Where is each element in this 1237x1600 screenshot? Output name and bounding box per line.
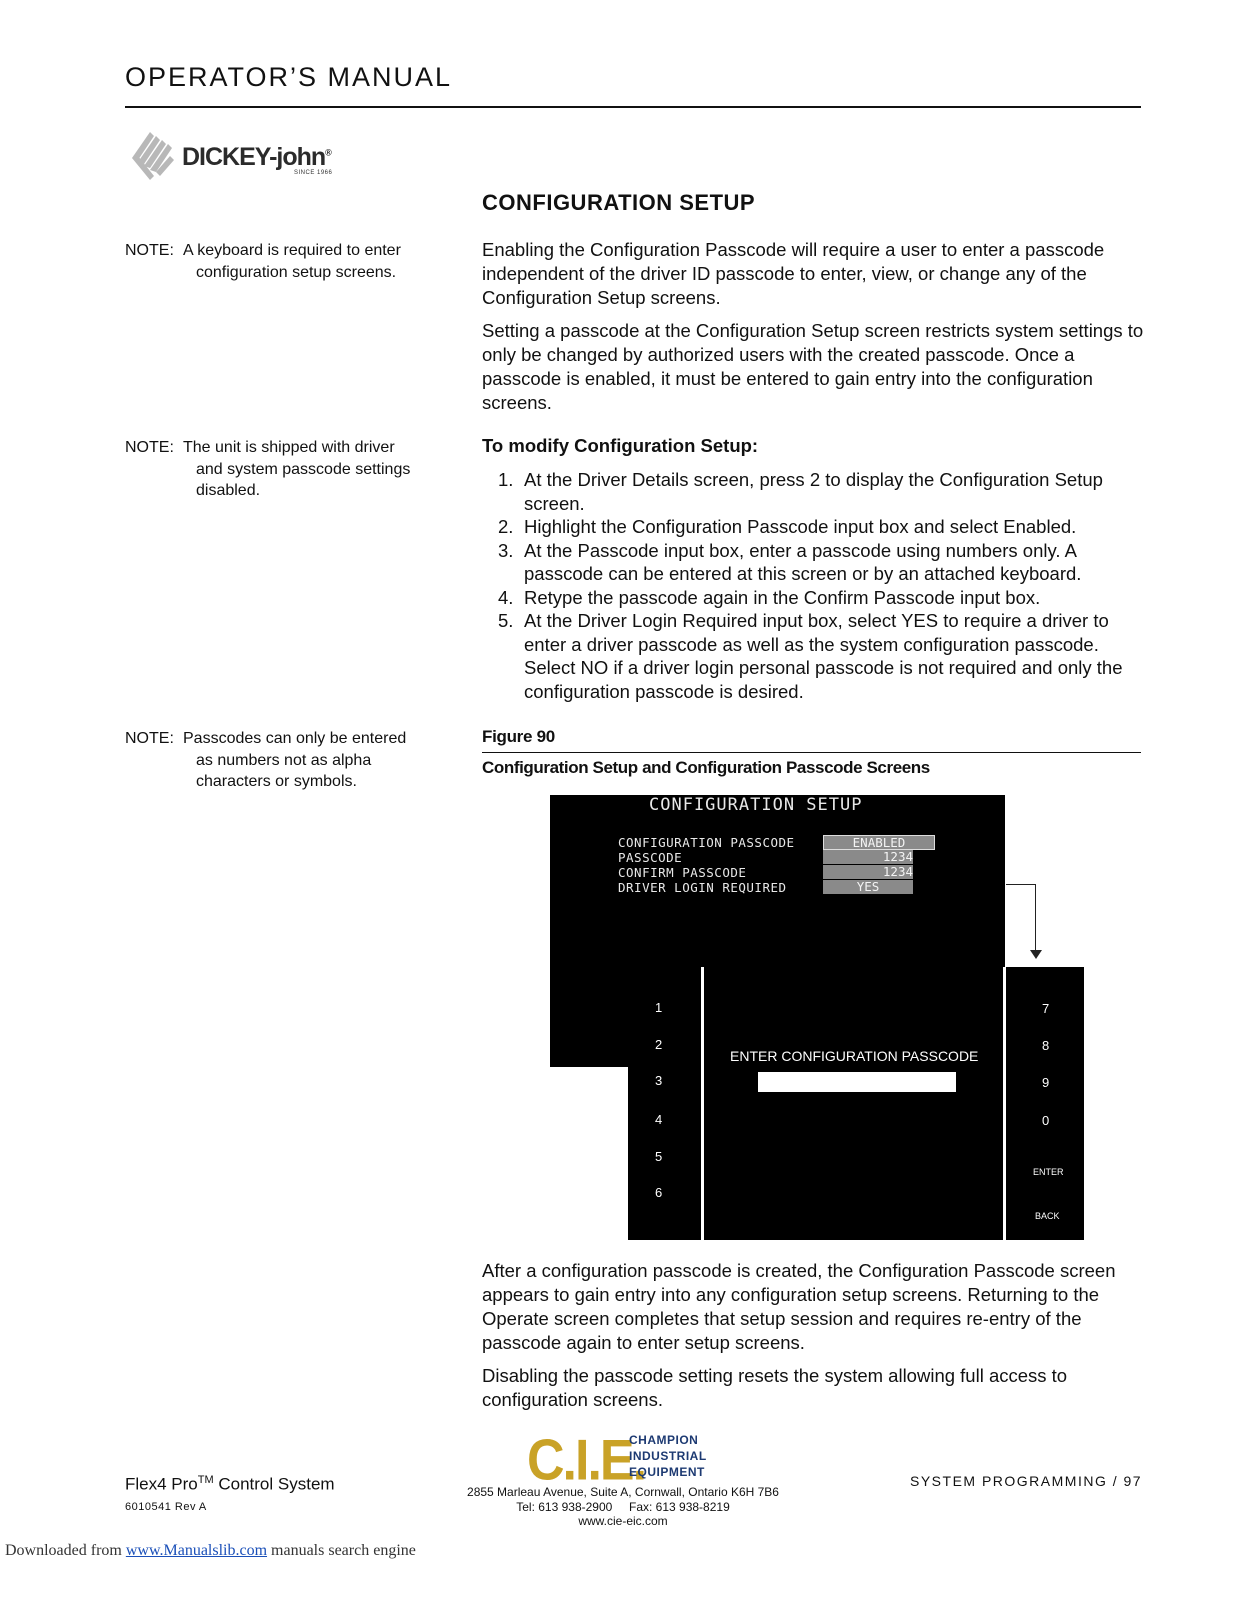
list-item: 4. Retype the passcode again in the Confirm Passcode input box. (498, 586, 1041, 608)
passcode-field[interactable]: 1234 (823, 850, 913, 864)
intro-paragraph: Enabling the Configuration Passcode will require a user to enter a passcode independent of the driver ID passcode to enter, view, or change any of the Configuration Setup screens. (482, 239, 1105, 308)
figure-label: Figure 90 (482, 727, 555, 746)
softkey-3[interactable]: 3 (655, 1073, 663, 1088)
arrow-connector-horizontal (1006, 884, 1036, 885)
confirm-passcode-label: CONFIRM PASSCODE (618, 865, 747, 880)
list-item: 2. Highlight the Configuration Passcode input box and select Enabled. (498, 516, 1077, 537)
note-numbers-only: NOTE: Passcodes can only be entered as numbers not as alpha characters or symbols. (125, 730, 407, 790)
restriction-paragraph: Setting a passcode at the Configuration Setup screen restricts system settings to only be changed by authorized users with the created passcode. Once a passcode is enabled, it must be entered to gain entry into the configuration screens. (482, 320, 1144, 413)
driver-login-label: DRIVER LOGIN REQUIRED (618, 880, 787, 895)
enter-passcode-screen (628, 967, 1084, 1240)
enter-softkey[interactable]: ENTER (1033, 1167, 1064, 1177)
cie-contact-info: 2855 Marleau Avenue, Suite A, Cornwall, Ontario K6H 7B6 Tel: 613 938-2900 Fax: 613 938-8219 www.cie-eic.com (467, 1485, 779, 1528)
arrow-down-icon (1030, 950, 1042, 960)
procedure-heading: To modify Configuration Setup: (482, 435, 759, 456)
product-name: Flex4 Pro™ Control System (125, 1474, 335, 1494)
passcode-input[interactable] (758, 1072, 956, 1092)
document-number: 6010541 Rev A (125, 1501, 207, 1513)
logo-wordmark: DICKEY-john® (182, 143, 331, 171)
softkey-0[interactable]: 0 (1042, 1113, 1050, 1128)
softkey-4[interactable]: 4 (655, 1112, 663, 1127)
procedure-steps (498, 468, 1148, 703)
passcode-prompt: ENTER CONFIGURATION PASSCODE (730, 1048, 979, 1064)
screen-title: CONFIGURATION SETUP (649, 795, 863, 815)
softkey-7[interactable]: 7 (1042, 1001, 1050, 1016)
softkey-6[interactable]: 6 (655, 1185, 663, 1200)
list-item: 1. At the Driver Details screen, press 2 to display the Configuration Setup screen. (498, 469, 1103, 514)
manualslib-link[interactable]: www.Manualslib.com (125, 1542, 268, 1559)
figure-divider (482, 752, 1141, 753)
softkey-1[interactable]: 1 (655, 1000, 663, 1015)
note-keyboard: NOTE: A keyboard is required to enter configuration setup screens. (125, 242, 401, 281)
disabling-paragraph: Disabling the passcode setting resets the system allowing full access to configuration screens. (482, 1365, 1068, 1410)
passcode-label: PASSCODE (618, 850, 683, 865)
confirm-passcode-field[interactable]: 1234 (823, 865, 913, 879)
header-divider (125, 106, 1141, 108)
note-shipped: NOTE: The unit is shipped with driver and system passcode settings disabled. (125, 439, 411, 499)
softkey-9[interactable]: 9 (1042, 1075, 1050, 1090)
config-passcode-field[interactable]: ENABLED (823, 835, 935, 850)
list-item: 5. At the Driver Login Required input box, select YES to require a driver to enter a driver passcode as well as the system configuration passcode. Select NO if a driver login personal passcode is not required and only the configuration passcode is desired. (498, 610, 1123, 702)
page-label: SYSTEM PROGRAMMING / 97 (910, 1473, 1143, 1489)
logo-since-text: SINCE 1966 (294, 170, 333, 176)
cie-company-name: CHAMPION INDUSTRIAL EQUIPMENT (629, 1433, 707, 1479)
softkey-2[interactable]: 2 (655, 1037, 663, 1052)
cie-logo-letters: C.I.E. (527, 1429, 646, 1493)
driver-login-field[interactable]: YES (823, 880, 913, 894)
left-divider (701, 967, 704, 1240)
arrow-connector-vertical (1035, 884, 1036, 952)
figure-caption: Configuration Setup and Configuration Passcode Screens (482, 758, 930, 777)
dickey-john-logo-icon (128, 128, 180, 186)
softkey-5[interactable]: 5 (655, 1149, 663, 1164)
config-passcode-label: CONFIGURATION PASSCODE (618, 835, 795, 850)
download-banner: Downloaded from www.Manualslib.com manuals search engine (5, 1542, 416, 1559)
list-item: 3. At the Passcode input box, enter a passcode using numbers only. A passcode can be entered at this screen or by an attached keyboard. (498, 539, 1082, 584)
manual-header-title: OPERATOR’S MANUAL (125, 62, 453, 92)
right-divider (1003, 967, 1006, 1240)
after-creation-paragraph: After a configuration passcode is created, the Configuration Passcode screen appears to gain entry into any configuration setup screens. Returning to the Operate screen completes that setup session and requires re-entry of the passcode again to enter setup screens. (482, 1260, 1116, 1353)
back-softkey[interactable]: BACK (1035, 1211, 1060, 1221)
section-title: CONFIGURATION SETUP (482, 190, 756, 215)
softkey-8[interactable]: 8 (1042, 1038, 1050, 1053)
